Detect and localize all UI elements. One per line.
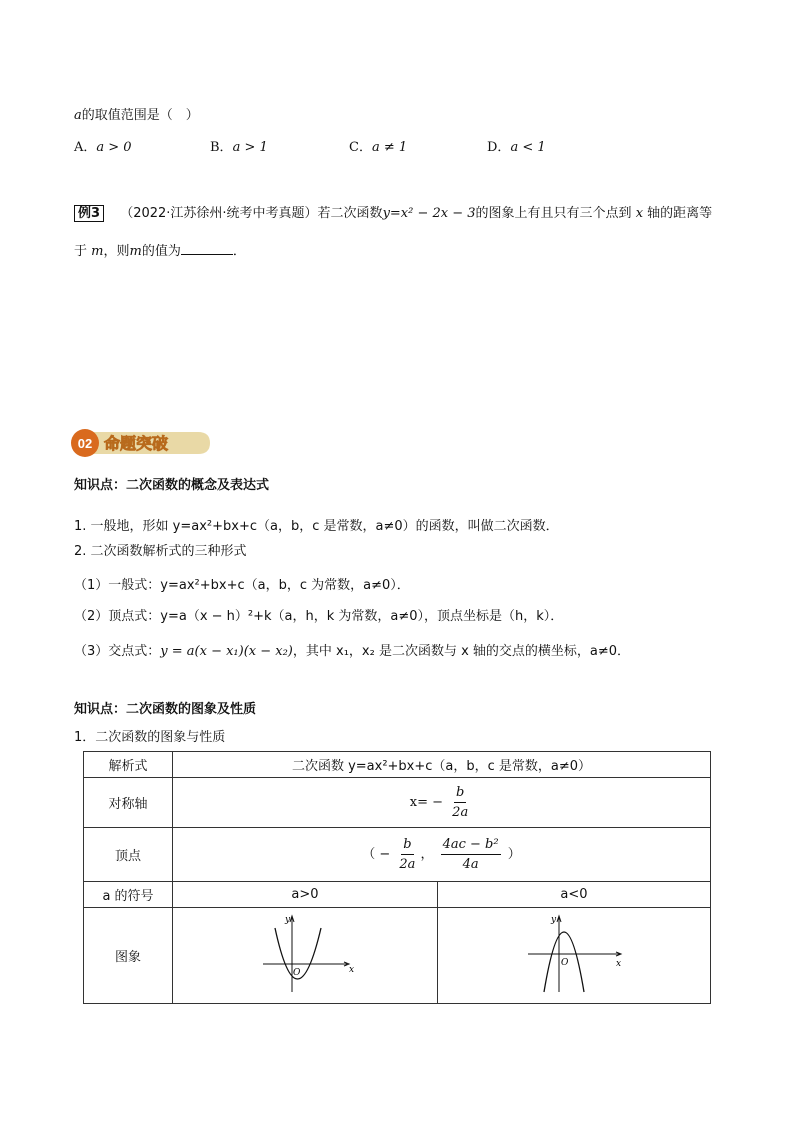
row-label-vertex: 顶点 (84, 828, 173, 882)
svg-text:x: x (616, 958, 622, 969)
graph-downward (438, 908, 711, 1004)
svg-text:y: y (551, 914, 557, 925)
row-label-expression: 解析式 (84, 752, 173, 778)
example3-line1: 例3 （2022·江苏徐州·统考中考真题）若二次函数y=x² − 2x − 3的图象上有且只有三个点到 x 轴的距离等 (74, 202, 712, 221)
kp1-item1: 1. 一般地，形如 y=ax²+bx+c（a，b，c 是常数，a≠0）的函数，叫做二次函数． (74, 519, 559, 534)
example3-formula: y=x² − 2x − 3 (382, 206, 476, 221)
row-label-sign: a 的符号 (84, 882, 173, 908)
option-a: A．a > 0 (74, 140, 132, 155)
table-row (84, 882, 711, 908)
svg-text:y: y (285, 914, 291, 925)
prev-question-stem: a的取值范围是（ ） (74, 108, 199, 123)
banner-number: 02 (77, 436, 93, 451)
row-label-axis: 对称轴 (84, 778, 173, 828)
example3-tag: 例3 (74, 205, 104, 222)
svg-text:O: O (293, 967, 301, 978)
table-row (84, 908, 711, 1004)
row-value-axis: x= − $\frac{b}{2a}$ (173, 778, 711, 828)
table-row (84, 828, 711, 882)
example3-source: （2022·江苏徐州·统考中考真题） (120, 206, 318, 221)
example3-line2: 于 m，则m的值为 ． (74, 240, 246, 259)
option-b: B．a > 1 (210, 140, 268, 155)
kp1-title: 知识点：二次函数的概念及表达式 (74, 478, 270, 493)
properties-table (83, 751, 711, 1004)
row-label-graph: 图象 (84, 908, 173, 1004)
banner-title: 命题突破 (104, 434, 169, 453)
kp1-item2: 2. 二次函数解析式的三种形式 (74, 544, 247, 559)
sign-negative: a<0 (438, 882, 711, 908)
row-value-expression: 二次函数 y=ax²+bx+c（a，b，c 是常数，a≠0） (173, 752, 711, 778)
row-value-vertex: （ − $\frac{b}{2a}$ ， $\frac{\text{4ac − b²}}{4a}$ ） (173, 828, 711, 882)
svg-text:O: O (561, 957, 569, 968)
option-d: D．a < 1 (487, 140, 546, 155)
form-general: （1）一般式：y=ax²+bx+c（a，b，c 为常数，a≠0）． (74, 578, 410, 593)
section-banner (70, 428, 212, 458)
kp2-title: 知识点：二次函数的图象及性质 (74, 702, 257, 717)
kp2-item1: 1．二次函数的图象与性质 (74, 730, 226, 745)
form-intercept: （3）交点式：y = a(x − x₁)(x − x₂)，其中 x₁，x₂ 是二次函数与 x 轴的交点的横坐标，a≠0． (74, 644, 631, 659)
table-row (84, 752, 711, 778)
answer-blank[interactable] (181, 240, 233, 255)
table-row (84, 778, 711, 828)
graph-upward (173, 908, 438, 1004)
parabola-up-graph (255, 912, 355, 996)
sign-positive: a>0 (173, 882, 438, 908)
form-vertex: （2）顶点式：y=a（x − h）²+k（a，h，k 为常数，a≠0），顶点坐标是（h，k）． (74, 609, 564, 624)
parabola-down-graph (524, 912, 624, 996)
option-c: C．a ≠ 1 (349, 140, 408, 155)
svg-text:x: x (349, 964, 355, 975)
